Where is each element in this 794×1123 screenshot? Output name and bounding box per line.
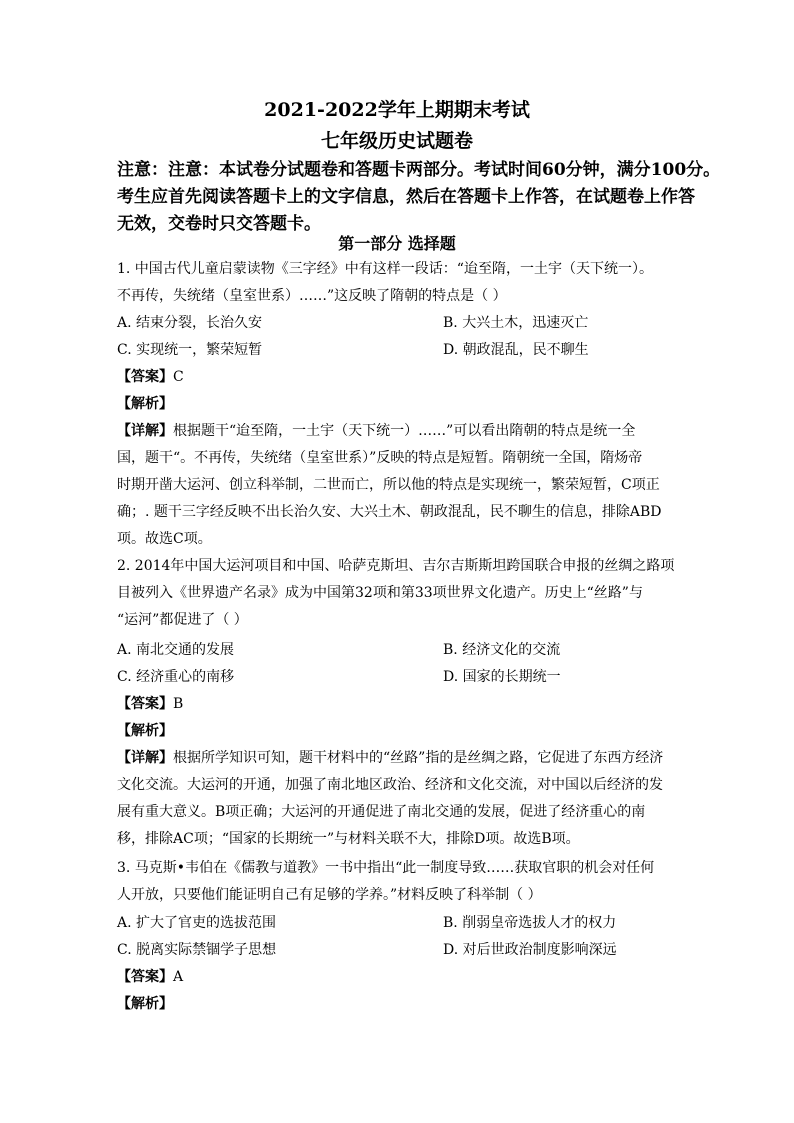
answer-label: 【答案】 [117, 369, 173, 385]
question-2-option-b: B. 经济文化的交流 [443, 642, 561, 658]
question-1-stem: 不再传，失统绪（皇室世系）……”这反映了隋朝的特点是（ ） [117, 288, 507, 304]
question-2-detail [117, 748, 663, 768]
notice-line: 注意：注意：本试卷分试题卷和答题卡两部分。考试时间60分钟，满分100分。 [117, 160, 721, 180]
answer-value: C [173, 369, 184, 385]
question-1-detail [117, 421, 635, 441]
question-2-analysis-label: 【解析】 [117, 723, 173, 739]
question-1-option-d: D. 朝政混乱，民不聊生 [443, 342, 589, 358]
detail-text: 根据题干“迨至隋，一土宇（天下统一）……”可以看出隋朝的特点是统一全 [173, 423, 636, 439]
question-1-analysis-label: 【解析】 [117, 396, 173, 412]
question-2-stem: 2. 2014年中国大运河项目和中国、哈萨克斯坦、吉尔吉斯斯坦跨国联合申报的丝绸之路项 [117, 558, 675, 574]
question-2-stem: “运河”都促进了（ ） [117, 612, 248, 628]
question-1-option-c: C. 实现统一，繁荣短暂 [117, 342, 263, 358]
question-3-analysis-label: 【解析】 [117, 996, 173, 1012]
exam-subtitle: 七年级历史试题卷 [320, 130, 473, 152]
question-1-answer [117, 367, 184, 387]
question-2-detail-line: 展有重大意义。B项正确；大运河的开通促进了南北交通的发展，促进了经济重心的南 [117, 804, 646, 820]
answer-label: 【答案】 [117, 969, 173, 985]
question-3-answer [117, 967, 183, 987]
notice-line: 无效，交卷时只交答题卡。 [117, 214, 321, 234]
answer-label: 【答案】 [117, 696, 173, 712]
question-2-option-a: A. 南北交通的发展 [117, 642, 235, 658]
detail-label: 【详解】 [117, 750, 173, 766]
answer-value: B [173, 696, 184, 712]
answer-value: A [173, 969, 184, 985]
question-3-option-b: B. 削弱皇帝选拔人才的权力 [443, 915, 617, 931]
exam-notice [117, 157, 721, 238]
question-3-option-a: A. 扩大了官吏的选拔范围 [117, 915, 277, 931]
question-3-stem: 人开放，只要他们能证明自己有足够的学养。”材料反映了科举制（ ） [117, 887, 542, 903]
question-1-option-a: A. 结束分裂，长治久安 [117, 315, 263, 331]
question-3-stem: 3. 马克斯•韦伯在《儒教与道教》一书中指出“此一制度导致……获取官职的机会对任何 [117, 860, 655, 876]
question-2-detail-line: 移，排除AC项；“国家的长期统一”与材料关联不大，排除D项。故选B项。 [117, 831, 580, 847]
question-2-answer [117, 694, 183, 714]
notice-line: 考生应首先阅读答题卡上的文字信息，然后在答题卡上作答，在试题卷上作答 [117, 187, 695, 207]
section-title: 第一部分 选择题 [338, 234, 456, 253]
question-2-option-c: C. 经济重心的南移 [117, 669, 235, 685]
question-1-option-b: B. 大兴土木，迅速灭亡 [443, 315, 589, 331]
question-1-detail-line: 确；. 题干三字经反映不出长治久安、大兴土木、朝政混乱，民不聊生的信息，排除ABD [117, 504, 662, 520]
question-2-option-d: D. 国家的长期统一 [443, 669, 561, 685]
question-2-stem: 目被列入《世界遗产名录》成为中国第32项和第33项世界文化遗产。历史上“丝路”与 [117, 585, 643, 601]
exam-title: 2021-2022学年上期期末考试 [264, 99, 530, 121]
question-3-option-d: D. 对后世政治制度影响深远 [443, 942, 617, 958]
question-3-option-c: C. 脱离实际禁锢学子思想 [117, 942, 277, 958]
detail-label: 【详解】 [117, 423, 173, 439]
question-1-detail-line: 时期开凿大运河、创立科举制，二世而亡，所以他的特点是实现统一，繁荣短暂，C项正 [117, 477, 660, 493]
question-1-detail-line: 国，题干“。不再传，失统绪（皇室世系）”反映的特点是短暂。隋朝统一全国，隋炀帝 [117, 450, 643, 466]
question-1-detail-line: 项。故选C项。 [117, 531, 212, 547]
detail-text: 根据所学知识可知，题干材料中的“丝路”指的是丝绸之路，它促进了东西方经济 [173, 750, 664, 766]
question-2-detail-line: 文化交流。大运河的开通，加强了南北地区政治、经济和文化交流，对中国以后经济的发 [117, 777, 663, 793]
question-1-stem: 1. 中国古代儿童启蒙读物《三字经》中有这样一段话：“迨至隋，一土宇（天下统一）。 [117, 261, 653, 277]
